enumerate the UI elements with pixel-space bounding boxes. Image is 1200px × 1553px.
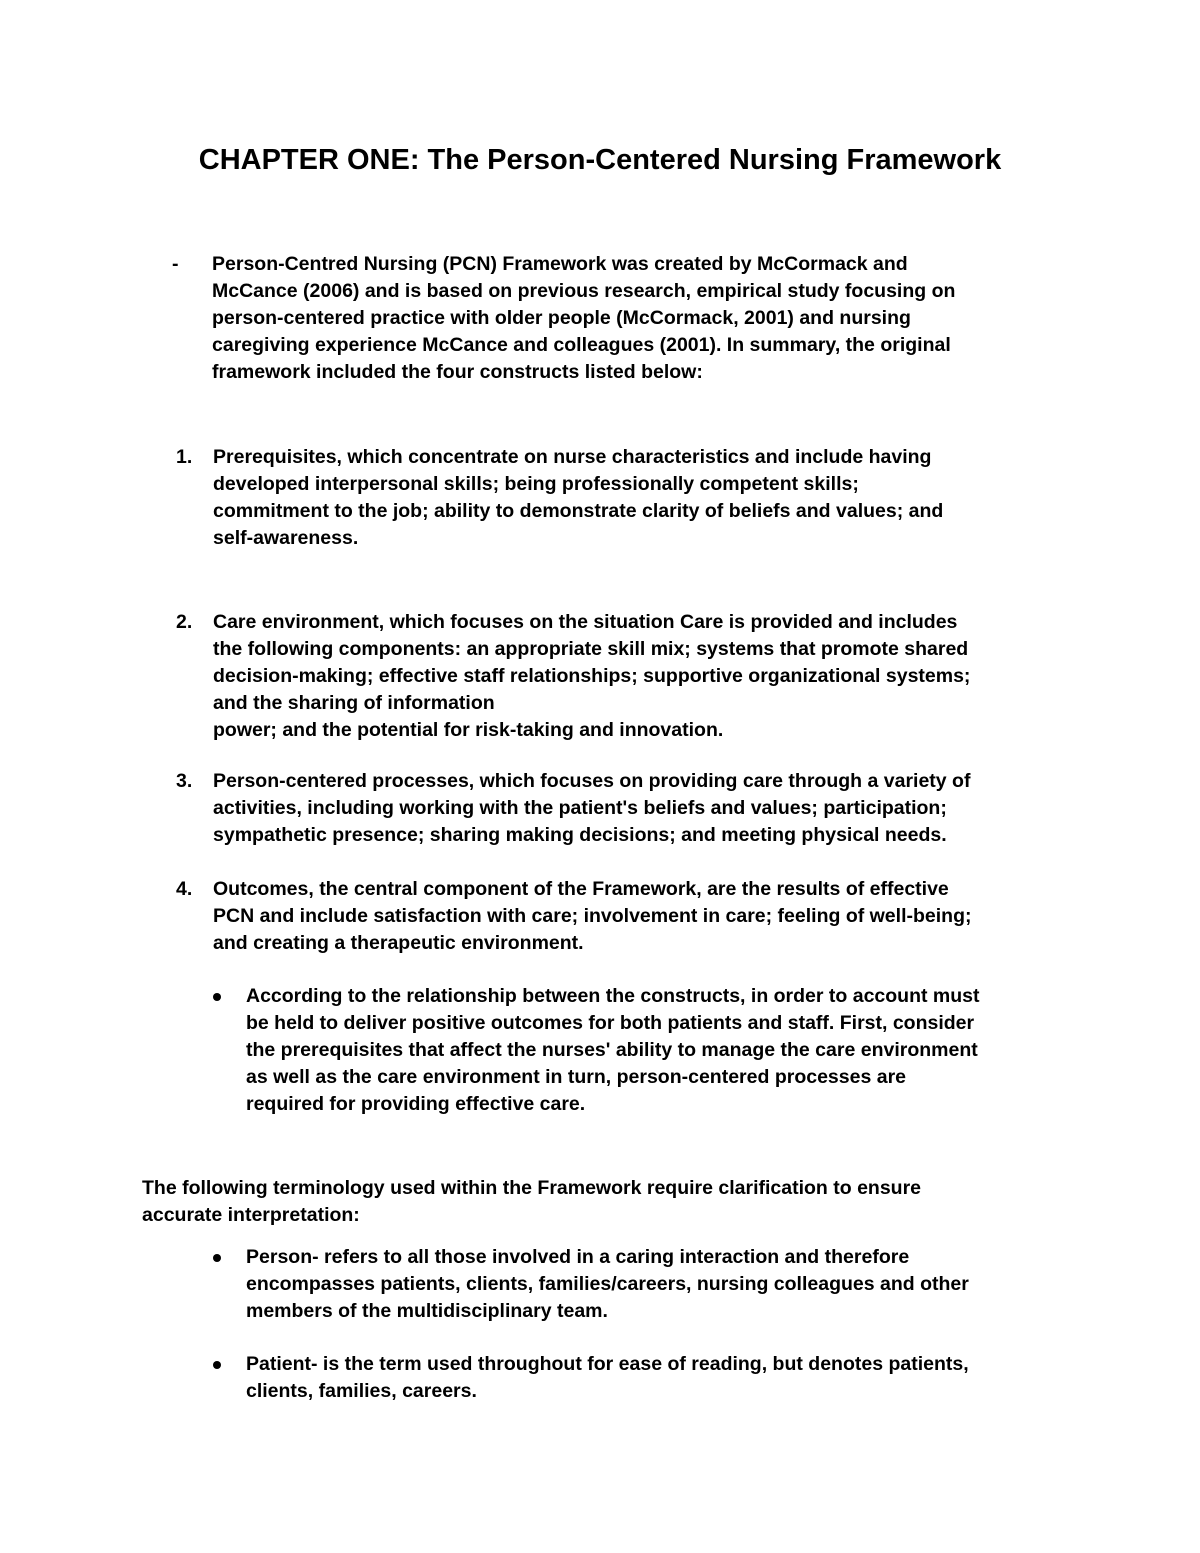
- term-line: encompasses patients, clients, families/careers, nursing colleagues and other: [246, 1273, 969, 1295]
- construct-line: Outcomes, the central component of the Framework, are the results of effective: [213, 878, 949, 900]
- term-line: Patient- is the term used throughout for ease of reading, but denotes patients,: [246, 1353, 969, 1375]
- term-patient-text: [246, 1351, 969, 1405]
- construct-4-text: [213, 876, 971, 957]
- bullet-dot-icon: [213, 1254, 221, 1262]
- construct-line: power; and the potential for risk-taking and innovation.: [213, 719, 724, 741]
- term-line: clients, families, careers.: [246, 1380, 477, 1402]
- construct-3-text: [213, 768, 970, 849]
- construct-line: the following components: an appropriate skill mix; systems that promote shared: [213, 638, 969, 660]
- page-title: CHAPTER ONE: The Person-Centered Nursing Framework: [198, 144, 1002, 176]
- term-line: members of the multidisciplinary team.: [246, 1300, 608, 1322]
- intro-line: McCance (2006) and is based on previous research, empirical study focusing on: [212, 280, 956, 302]
- term-person-text: [246, 1244, 969, 1325]
- construct-line: sympathetic presence; sharing making decisions; and meeting physical needs.: [213, 824, 947, 846]
- construct-1-text: [213, 444, 943, 552]
- construct-line: developed interpersonal skills; being professionally competent skills;: [213, 473, 859, 495]
- construct-1-number: 1.: [176, 446, 193, 468]
- construct-line: and the sharing of information: [213, 692, 495, 714]
- intro-line: caregiving experience McCance and colleagues (2001). In summary, the original: [212, 334, 951, 356]
- construct-4-number: 4.: [176, 878, 193, 900]
- relationship-bullet-text: [246, 983, 980, 1118]
- construct-line: Prerequisites, which concentrate on nurse characteristics and include having: [213, 446, 932, 468]
- construct-line: self-awareness.: [213, 527, 359, 549]
- intro-line: person-centered practice with older people (McCormack, 2001) and nursing: [212, 307, 911, 329]
- bullet-line: required for providing effective care.: [246, 1093, 586, 1115]
- construct-line: decision-making; effective staff relationships; supportive organizational systems;: [213, 665, 971, 687]
- intro-line: framework included the four constructs listed below:: [212, 361, 703, 383]
- terminology-line: accurate interpretation:: [142, 1204, 360, 1226]
- bullet-dot-icon: [213, 993, 221, 1001]
- terminology-intro: [142, 1175, 921, 1229]
- construct-line: activities, including working with the patient's beliefs and values; participation;: [213, 797, 947, 819]
- intro-dash-marker: -: [172, 253, 179, 275]
- bullet-line: According to the relationship between the constructs, in order to account must: [246, 985, 980, 1007]
- construct-line: and creating a therapeutic environment.: [213, 932, 584, 954]
- construct-3-number: 3.: [176, 770, 193, 792]
- construct-line: commitment to the job; ability to demonstrate clarity of beliefs and values; and: [213, 500, 944, 522]
- bullet-dot-icon: [213, 1361, 221, 1369]
- intro-line: Person-Centred Nursing (PCN) Framework was created by McCormack and: [212, 253, 908, 275]
- terminology-line: The following terminology used within the Framework require clarification to ensure: [142, 1177, 922, 1199]
- construct-line: Person-centered processes, which focuses on providing care through a variety of: [213, 770, 971, 792]
- construct-line: PCN and include satisfaction with care; involvement in care; feeling of well-being;: [213, 905, 972, 927]
- construct-2-text: [213, 609, 970, 744]
- term-line: Person- refers to all those involved in a caring interaction and therefore: [246, 1246, 910, 1268]
- construct-2-number: 2.: [176, 611, 193, 633]
- bullet-line: as well as the care environment in turn, person-centered processes are: [246, 1066, 907, 1088]
- bullet-line: be held to deliver positive outcomes for both patients and staff. First, consider: [246, 1012, 975, 1034]
- bullet-line: the prerequisites that affect the nurses' ability to manage the care environment: [246, 1039, 978, 1061]
- construct-line: Care environment, which focuses on the situation Care is provided and includes: [213, 611, 958, 633]
- intro-paragraph: [212, 251, 955, 386]
